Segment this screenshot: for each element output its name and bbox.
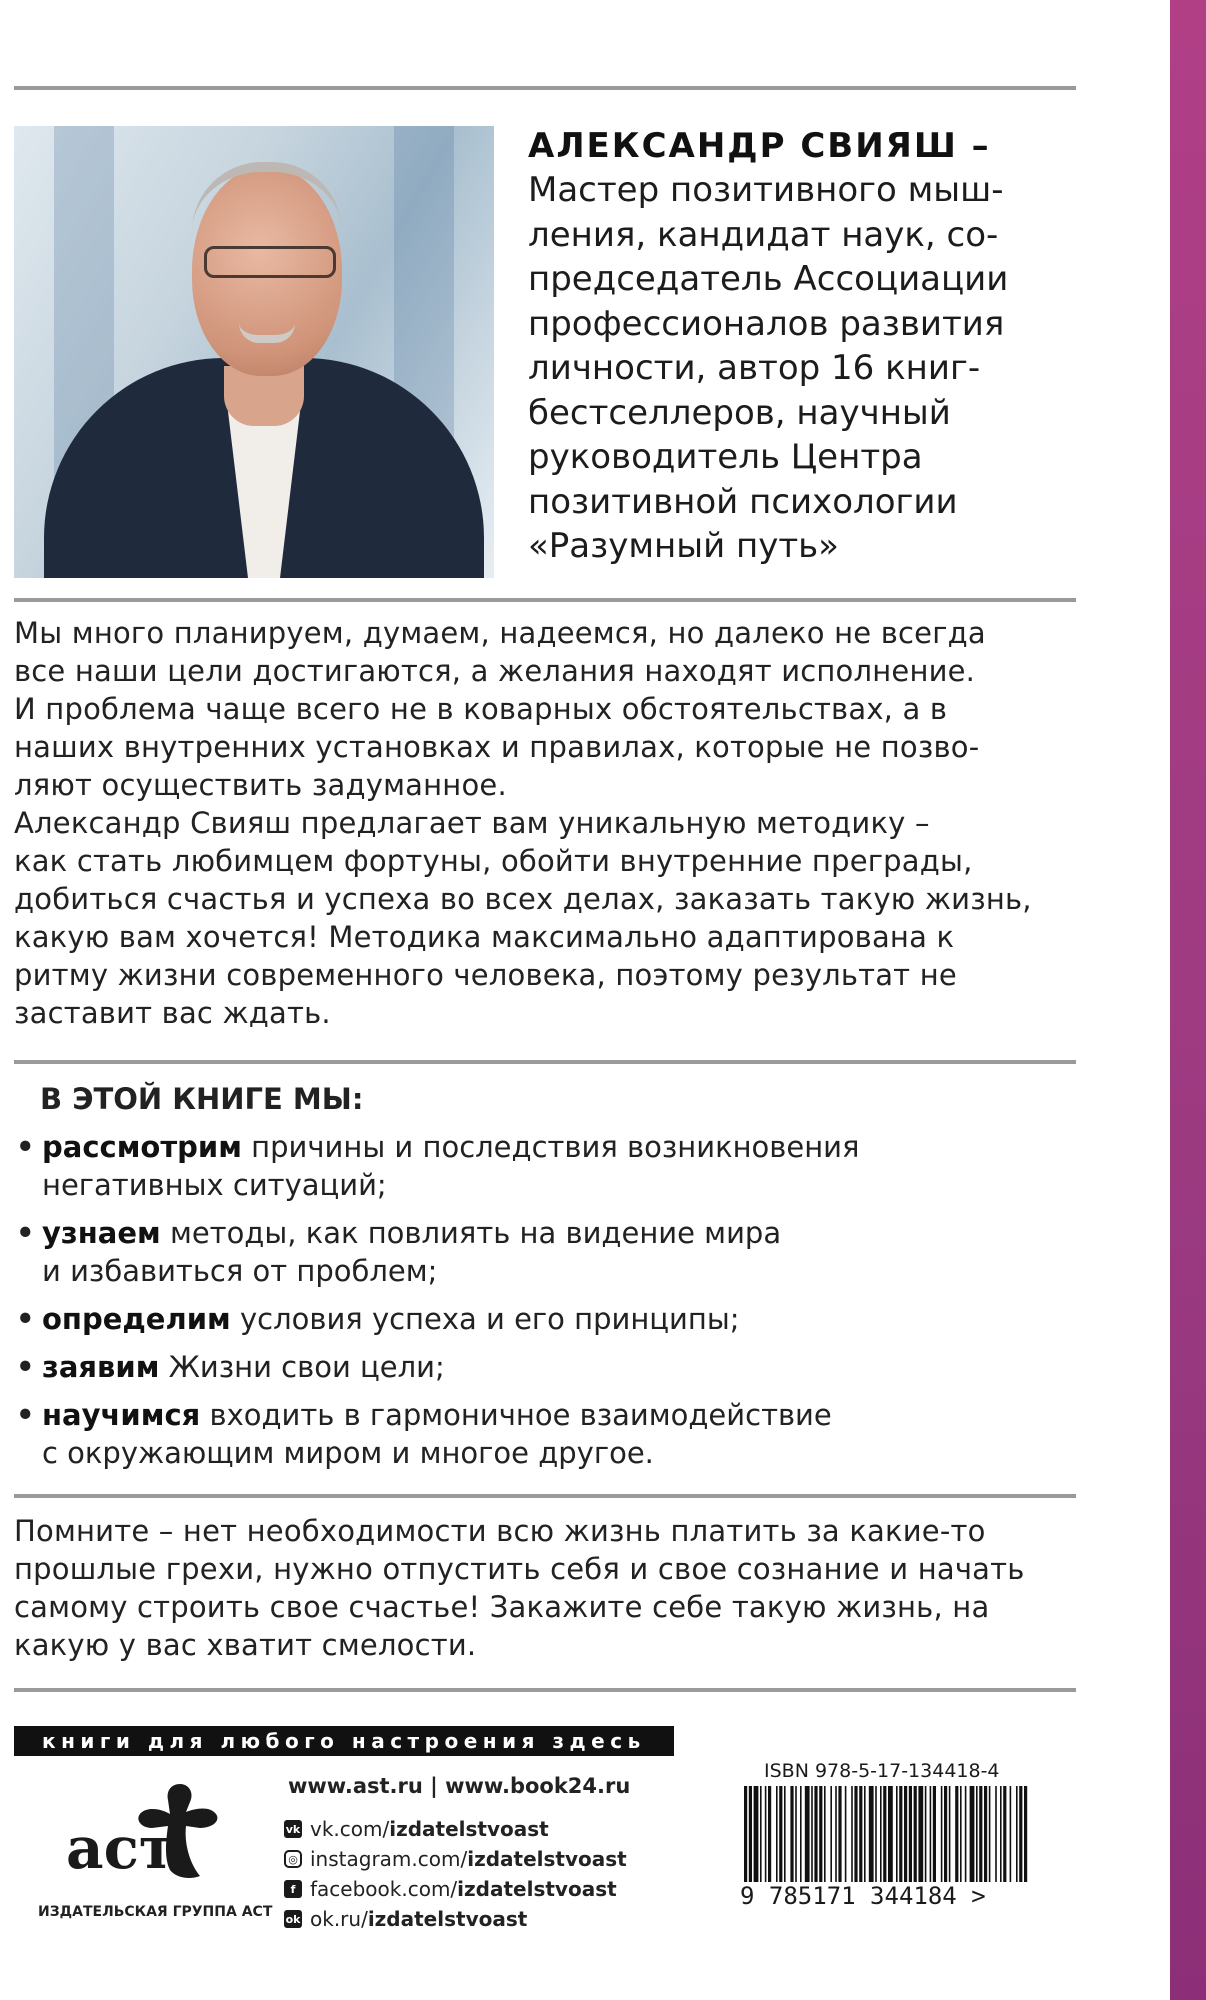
book-contents-list — [14, 1128, 1076, 1482]
barcode-bar — [888, 1786, 893, 1882]
social-prefix: instagram.com/ — [310, 1847, 468, 1871]
barcode-bar — [984, 1786, 987, 1882]
publisher-tagline: книги для любого настроения здесь — [14, 1726, 674, 1756]
intro-paragraph — [14, 614, 1076, 1032]
facebook-icon: f — [284, 1880, 302, 1898]
barcode-bar — [1024, 1786, 1027, 1882]
barcode-bar — [824, 1786, 826, 1882]
bullet-text: причины и последствия возникновения — [241, 1130, 860, 1164]
author-bio-line: бестселлеров, научный — [528, 392, 951, 433]
barcode-bar — [851, 1786, 853, 1882]
barcode-bar — [754, 1786, 759, 1882]
barcode-bar — [744, 1786, 747, 1882]
ast-logo-text: аст — [66, 1814, 175, 1882]
barcode-bar — [805, 1786, 810, 1882]
barcode-bar — [944, 1786, 947, 1882]
divider-rule — [14, 1060, 1076, 1064]
bullet-text: с окружающим миром и многое другое. — [42, 1436, 654, 1470]
barcode-bar — [811, 1786, 813, 1882]
barcode-bar — [800, 1786, 802, 1882]
intro-line: какую вам хочется! Методика максимально адаптирована к — [14, 920, 955, 954]
barcode-bar — [869, 1786, 874, 1882]
social-handle: izdatelstvoast — [457, 1877, 617, 1901]
social-handle: izdatelstvoast — [367, 1907, 528, 1931]
intro-line: как стать любимцем фортуны, обойти внутренние преграды, — [14, 844, 973, 878]
barcode-bar — [979, 1786, 982, 1882]
vk-icon: vk — [284, 1820, 302, 1838]
barcode-bar — [925, 1786, 927, 1882]
intro-line: Мы много планируем, думаем, надеемся, но далеко не всегда — [14, 616, 986, 650]
barcode-bar — [859, 1786, 862, 1882]
barcode-bar — [883, 1786, 886, 1882]
barcode-bar — [933, 1786, 936, 1882]
barcode-bar — [899, 1786, 902, 1882]
intro-line: ляют осуществить задуманное. — [14, 768, 507, 802]
barcode-bar — [904, 1786, 907, 1882]
intro-line: наших внутренних установках и правилах, которые не позво- — [14, 730, 980, 764]
barcode-bar — [941, 1786, 943, 1882]
author-bio-line: личности, автор 16 книг- — [528, 348, 981, 388]
divider-rule — [14, 1494, 1076, 1498]
bullet-keyword: научимся — [42, 1398, 201, 1432]
social-prefix: ok.ru/ — [310, 1907, 368, 1931]
barcode-bar — [995, 1786, 997, 1882]
barcode-bar — [1016, 1786, 1018, 1882]
photo-glasses — [204, 246, 336, 278]
instagram-icon: ◎ — [284, 1850, 302, 1868]
barcode-bar — [795, 1786, 797, 1882]
outro-line: самому строить свое счастье! Закажите себе такую жизнь, на — [14, 1590, 990, 1624]
outro-line: Помните – нет необходимости всю жизнь платить за какие-то — [14, 1514, 986, 1548]
bullet-keyword: рассмотрим — [42, 1130, 242, 1164]
barcode-bar — [830, 1786, 832, 1882]
divider-rule — [14, 86, 1076, 90]
author-bio-line: позитивной психологии — [528, 481, 958, 522]
barcode-bar — [1019, 1786, 1022, 1882]
list-item — [14, 1128, 1076, 1204]
barcode-bar — [909, 1786, 912, 1882]
barcode-bar — [819, 1786, 822, 1882]
social-links — [284, 1814, 627, 1934]
barcode-bar — [835, 1786, 837, 1882]
bullet-text: методы, как повлиять на видение мира — [160, 1216, 782, 1250]
barcode-bar — [930, 1786, 932, 1882]
author-name: АЛЕКСАНДР СВИЯШ – — [528, 126, 991, 166]
barcode-bar — [880, 1786, 882, 1882]
social-link-vk[interactable] — [284, 1814, 627, 1844]
bullet-icon: • — [16, 1350, 35, 1384]
barcode-bar — [776, 1786, 778, 1882]
author-bio-line: ления, кандидат наук, со- — [528, 214, 999, 255]
social-handle: izdatelstvoast — [467, 1847, 627, 1871]
barcode-bar — [1000, 1786, 1002, 1882]
intro-line: Александр Свияш предлагает вам уникальную методику – — [14, 806, 930, 840]
barcode-bar — [970, 1786, 975, 1882]
barcode-bar — [765, 1786, 767, 1882]
bullet-icon: • — [16, 1216, 35, 1250]
intro-line: добиться счастья и успеха во всех делах, заказать такую жизнь, — [14, 882, 1032, 916]
barcode-bar — [1010, 1786, 1012, 1882]
bullet-text: Жизни свои цели; — [159, 1350, 445, 1384]
barcode-bar — [896, 1786, 898, 1882]
social-prefix: facebook.com/ — [310, 1877, 458, 1901]
bullet-icon: • — [16, 1398, 35, 1432]
barcode — [740, 1786, 1034, 1882]
bullet-text: негативных ситуаций; — [42, 1168, 387, 1202]
barcode-bar — [814, 1786, 817, 1882]
bullet-keyword: определим — [42, 1302, 231, 1336]
photo-hair — [192, 162, 342, 232]
outro-line: какую у вас хватит смелости. — [14, 1628, 477, 1662]
social-link-instagram[interactable] — [284, 1844, 627, 1874]
barcode-bar — [875, 1786, 877, 1882]
intro-line: ритму жизни современного человека, поэтому результат не — [14, 958, 957, 992]
bullet-text: условия успеха и его принципы; — [230, 1302, 740, 1336]
divider-rule — [14, 1688, 1076, 1692]
author-bio-line: профессионалов развития — [528, 303, 1005, 344]
barcode-bar — [790, 1786, 793, 1882]
barcode-bar — [965, 1786, 967, 1882]
barcode-bar — [960, 1786, 962, 1882]
publisher-name: ИЗДАТЕЛЬСКАЯ ГРУППА АСТ — [38, 1904, 273, 1920]
barcode-bar — [838, 1786, 841, 1882]
list-item — [14, 1300, 1076, 1338]
list-item — [14, 1214, 1076, 1290]
social-link-facebook[interactable] — [284, 1874, 627, 1904]
barcode-bar — [768, 1786, 771, 1882]
author-bio-line: руководитель Центра — [528, 437, 923, 477]
outro-paragraph — [14, 1512, 1076, 1664]
barcode-digits: 9 785171 344184 > — [740, 1882, 986, 1910]
barcode-bar — [949, 1786, 951, 1882]
book-contents-heading: В ЭТОЙ КНИГЕ МЫ: — [40, 1082, 364, 1116]
barcode-bar — [845, 1786, 847, 1882]
barcode-bar — [854, 1786, 857, 1882]
barcode-bar — [989, 1786, 991, 1882]
barcode-bar — [779, 1786, 782, 1882]
social-link-odnoklassniki[interactable] — [284, 1904, 627, 1934]
odnoklassniki-icon: ok — [284, 1910, 302, 1928]
bullet-icon: • — [16, 1302, 35, 1336]
bullet-icon: • — [16, 1130, 35, 1164]
barcode-bar — [918, 1786, 923, 1882]
outro-line: прошлые грехи, нужно отпустить себя и свое сознание и начать — [14, 1552, 1025, 1586]
author-bio — [528, 168, 1068, 569]
social-prefix: vk.com/ — [310, 1817, 390, 1841]
list-item — [14, 1396, 1076, 1472]
author-photo — [14, 126, 494, 578]
barcode-bar — [760, 1786, 762, 1882]
author-bio-line: председатель Ассоциации — [528, 259, 1009, 299]
publisher-websites: www.ast.ru | www.book24.ru — [288, 1774, 631, 1798]
barcode-bar — [864, 1786, 866, 1882]
bullet-text: входить в гармоничное взаимодействие — [200, 1398, 832, 1432]
intro-line: все наши цели достигаются, а желания находят исполнение. — [14, 654, 976, 688]
divider-rule — [14, 598, 1076, 602]
bullet-text: и избавиться от проблем; — [42, 1254, 438, 1288]
book-spine-stripe — [1170, 0, 1206, 2000]
bullet-keyword: заявим — [42, 1350, 160, 1384]
ast-logo — [60, 1776, 260, 1886]
barcode-bar — [955, 1786, 958, 1882]
isbn-number: ISBN 978-5-17-134418-4 — [764, 1760, 1000, 1782]
intro-line: И проблема чаще всего не в коварных обстоятельствах, а в — [14, 692, 948, 726]
author-bio-line: Мастер позитивного мыш- — [528, 170, 1004, 210]
barcode-bar — [914, 1786, 917, 1882]
list-item — [14, 1348, 1076, 1386]
social-handle: izdatelstvoast — [389, 1817, 549, 1841]
barcode-bar — [784, 1786, 786, 1882]
barcode-bar — [976, 1786, 978, 1882]
barcode-bar — [1003, 1786, 1006, 1882]
barcode-bar — [749, 1786, 752, 1882]
author-bio-line: «Разумный путь» — [528, 526, 839, 566]
intro-line: заставит вас ждать. — [14, 996, 331, 1030]
bullet-keyword: узнаем — [42, 1216, 161, 1250]
